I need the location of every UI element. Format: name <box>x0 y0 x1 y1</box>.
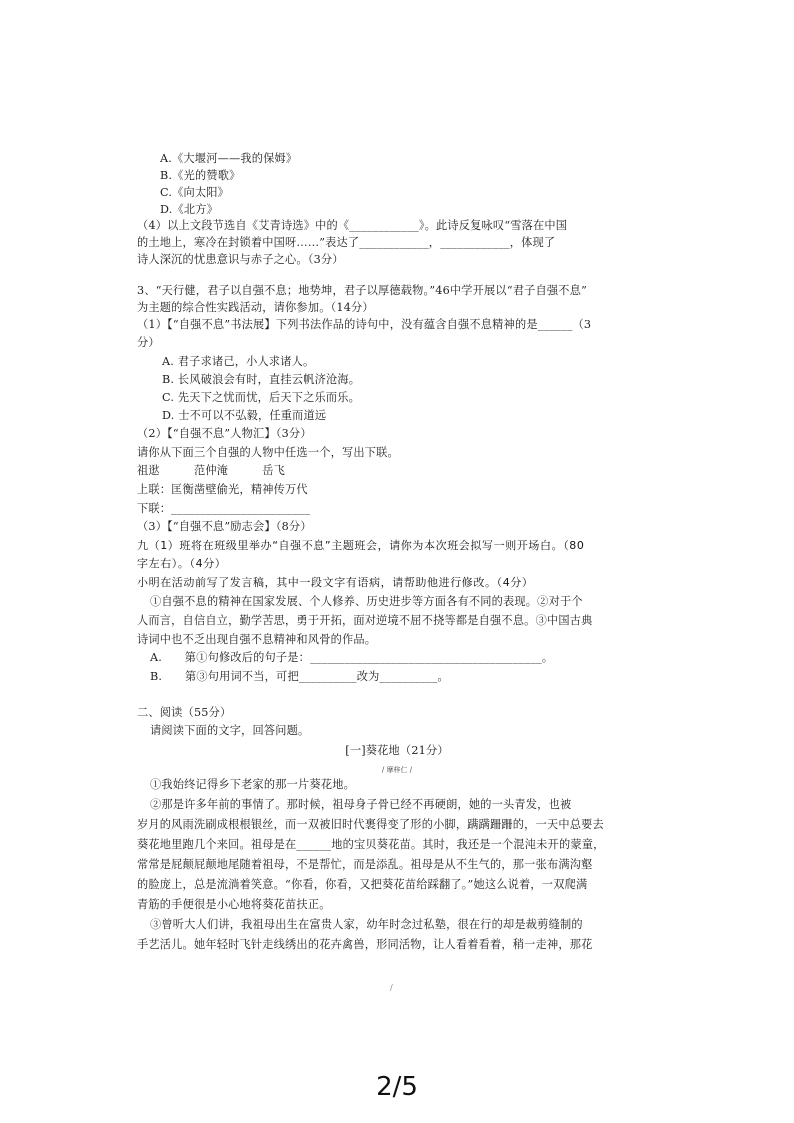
answer-line-b: B. 第③句用词不当，可把__________改为__________。 <box>150 670 449 683</box>
option-c: C. 先天下之忧而忧，后天下之乐而乐。 <box>162 391 361 404</box>
text-line: （4）以上文段节选自《艾青诗选》中的《____________》。此诗反复咏叹“雪落在中国 <box>137 219 568 232</box>
text-line: 九（1）班将在班级里举办“自强不息”主题班会，请你为本次班会拟写一则开场白。（80 <box>137 539 585 552</box>
question-heading: 3、“天行健，君子以自强不息；地势坤，君子以厚德载物。”46中学开展以“君子自强不息” <box>137 284 587 297</box>
passage-line: 岁月的风雨洗刷成根根银丝，而一双被旧时代裹得变了形的小脚，蹒蹒跚跚的，一天中总要去 <box>137 818 604 831</box>
text-line: 分） <box>137 336 160 349</box>
page-number: 2/5 <box>376 1072 418 1102</box>
text-line: 请你从下面三个自强的人物中任选一个，写出下联。 <box>137 446 399 459</box>
passage-line: 葵花地里跑几个来回。祖母是在______地的宝贝葵花苗。其时，我还是一个混沌未开的蒙童， <box>137 838 605 851</box>
text-line: （3）【“自强不息”励志会】（8分） <box>137 520 312 533</box>
passage-line: ①我始终记得乡下老家的那一片葵花地。 <box>150 778 355 791</box>
passage-line: 常常是屁颠屁颠地尾随着祖母，不是帮忙，而是添乱。祖母是从不生气的，那一张布满沟壑 <box>137 858 593 871</box>
option-a: A. 君子求诸己，小人求诸人。 <box>162 355 315 368</box>
text-line: 字左右）。（4分） <box>137 557 227 570</box>
text-line: 诗人深沉的忧患意识与赤子之心。（3分） <box>137 253 344 266</box>
option-c: C.《向太阳》 <box>160 186 230 199</box>
answer-line-a: A. 第①句修改后的句子是：________________________________________。 <box>150 651 554 664</box>
passage-author: / 摩梓仁 / <box>381 766 413 774</box>
option-a: A.《大堰河——我的保姆》 <box>160 152 298 165</box>
option-b: B. 长风破浪会有时，直挂云帆济沧海。 <box>162 373 361 386</box>
passage-line: ③曾听大人们讲，我祖母出生在富贵人家，幼年时念过私塾，很在行的却是裁剪缝制的 <box>150 918 583 931</box>
couplet-first-line: 上联：匡衡凿壁偷光，精神传万代 <box>137 483 308 496</box>
scan-speck: / <box>390 983 393 992</box>
couplet-second-line: 下联：________________________ <box>137 502 311 515</box>
passage-line: 青筋的手便很是小心地将葵花苗扶正。 <box>137 898 331 911</box>
text-line: 请阅读下面的文字，回答问题。 <box>150 724 310 737</box>
passage-line: 手艺活儿。她年轻时飞针走线绣出的花卉禽兽，形同活物，让人看着看着，稍一走神，那花 <box>137 938 593 951</box>
section-heading: 二、阅读（55分） <box>137 706 232 719</box>
text-line: 祖逖 范仲淹 岳飞 <box>137 464 286 477</box>
paragraph-line: 诗词中也不乏出现自强不息精神和风骨的作品。 <box>137 633 377 646</box>
text-line: 的土地上，寒冷在封锁着中国呀……”表达了____________，____________，体现了 <box>137 236 556 249</box>
option-b: B.《光的赞歌》 <box>160 169 241 182</box>
text-line: （2）【“自强不息”人物汇】（3分） <box>137 427 312 440</box>
option-d: D. 士不可以不弘毅，任重而道远 <box>162 409 327 422</box>
passage-line: 的脸庞上，总是流淌着笑意。“你看，你看，又把葵花苗给踩翻了。”她这么说着，一双爬满 <box>137 878 588 891</box>
option-d: D.《北方》 <box>160 203 219 216</box>
passage-line: ②那是许多年前的事情了。那时候，祖母身子骨已经不再硬朗，她的一头青发，也被 <box>150 798 572 811</box>
text-line: 小明在活动前写了发言稿，其中一段文字有语病，请帮助他进行修改。（4分） <box>137 576 534 589</box>
paragraph-line: ①自强不息的精神在国家发展、个人修养、历史进步等方面各有不同的表现。②对于个 <box>150 595 583 608</box>
text-line: 为主题的综合性实践活动，请你参加。（14分） <box>137 301 374 314</box>
text-line: （1）【“自强不息”书法展】下列书法作品的诗句中，没有蕴含自强不息精神的是______（3 <box>137 318 592 331</box>
paragraph-line: 人而言，自信自立，勤学苦思，勇于开拓，面对逆境不屈不挠等都是自强不息。③中国古典 <box>137 614 593 627</box>
passage-title: [一]葵花地（21分） <box>345 744 449 757</box>
